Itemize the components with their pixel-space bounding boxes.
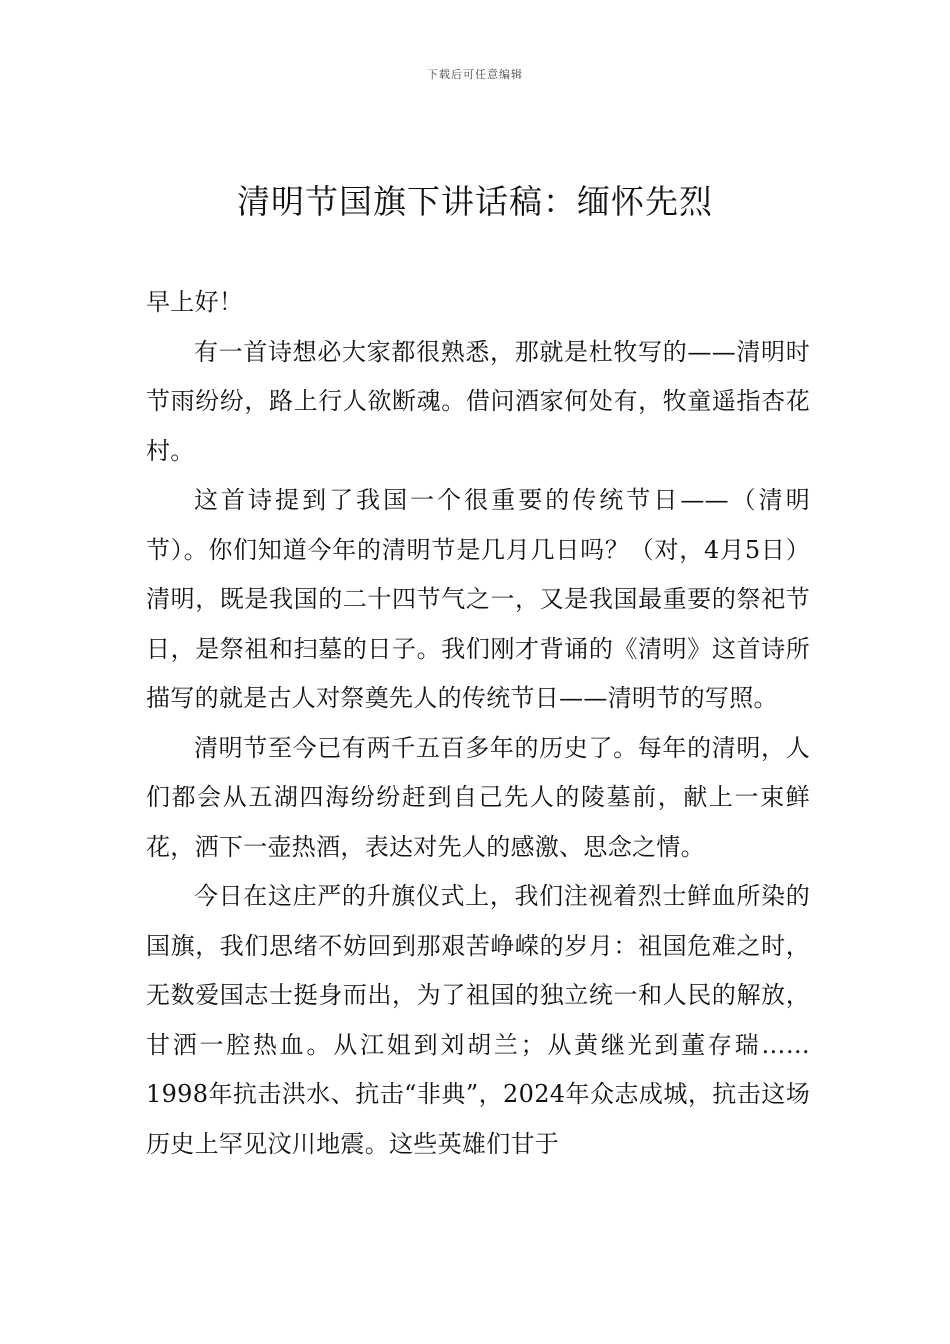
document-title: 清明节国旗下讲话稿：缅怀先烈	[237, 182, 713, 221]
paragraph-poem: 有一首诗想必大家都很熟悉，那就是杜牧写的——清明时节雨纷纷，路上行人欲断魂。借问酒家何处有，牧童遥指杏花村。	[146, 337, 810, 465]
header-note: 下载后可任意编辑	[427, 68, 523, 81]
greeting-line: 早上好！	[146, 288, 244, 316]
paragraph-qingming-intro: 这首诗提到了我国一个很重要的传统节日——（清明节）。你们知道今年的清明节是几月几日吗？（对，4月5日）清明，既是我国的二十四节气之一，又是我国最重要的祭祀节日，是祭祖和扫墓的日子。我们刚才背诵的《清明》这首诗所描写的就是古人对祭奠先人的传统节日——清明节的写照。	[146, 486, 810, 712]
paragraph-flag-ceremony: 今日在这庄严的升旗仪式上，我们注视着烈士鲜血所染的国旗，我们思绪不妨回到那艰苦峥嵘的岁月：祖国危难之时，无数爱国志士挺身而出，为了祖国的独立统一和人民的解放，甘洒一腔热血。从江姐到刘胡兰；从黄继光到董存瑞……1998年抗击洪水、抗击“非典”，2024年众志成城，抗击这场历史上罕见汶川地震。这些英雄们甘于	[146, 882, 810, 1158]
document-body	[146, 278, 810, 1169]
paragraph-history: 清明节至今已有两千五百多年的历史了。每年的清明，人们都会从五湖四海纷纷赶到自己先人的陵墓前，献上一束鲜花，洒下一壶热酒，表达对先人的感激、思念之情。	[146, 733, 810, 861]
